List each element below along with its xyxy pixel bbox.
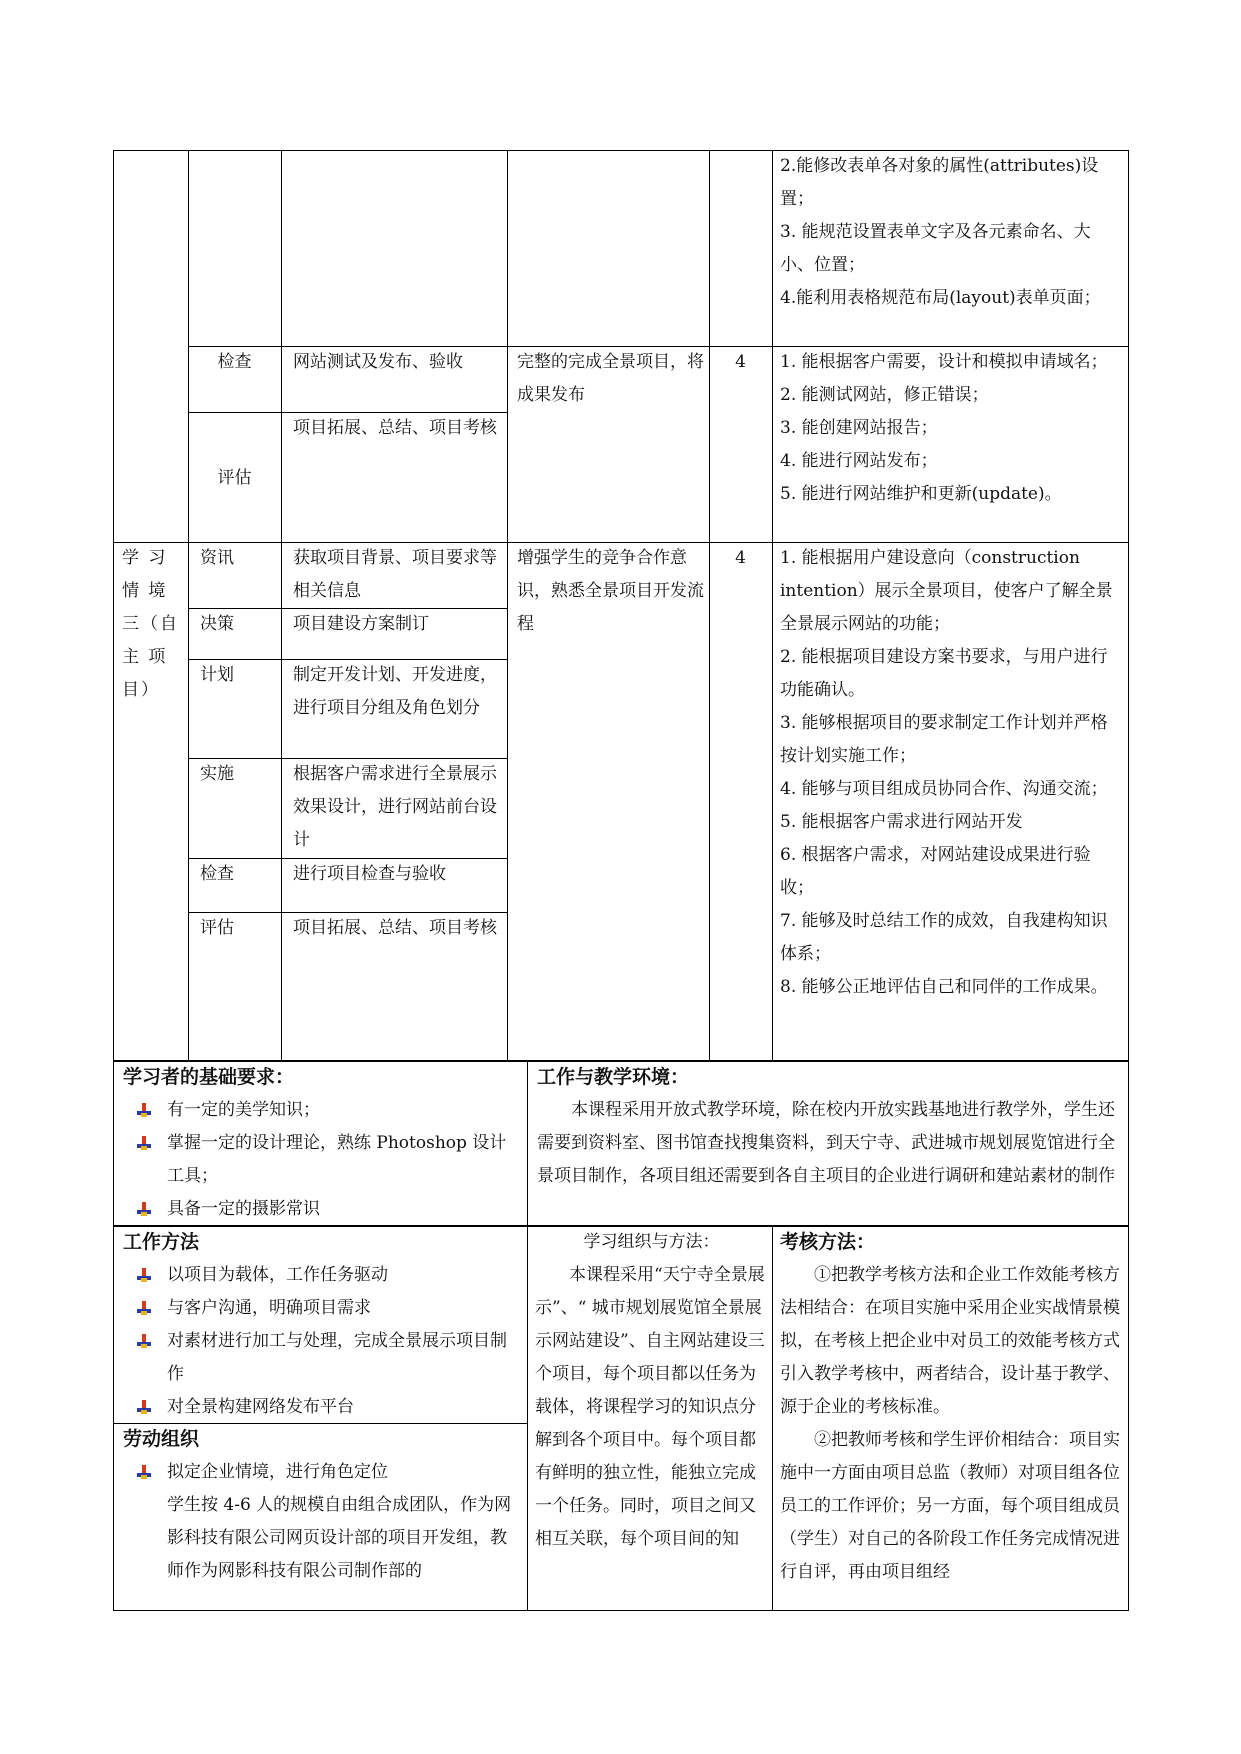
work-method-section (123, 1226, 523, 1424)
organization-text: 本课程采用“天宁寺全景展示”、“ 城市规划展览馆全景展示网站建设”、自主网站建设三个项目，每个项目都以任务为载体，将课程学习的知识点分解到各个项目中。每个项目都有鲜明的独立性，能独立完成一个任务。同时，项目之间又相互关联，每个项目间的知 (535, 1265, 765, 1549)
environment-section (537, 1061, 1125, 1193)
task-cell: 进行项目检查与验收 (293, 864, 446, 884)
col-line (188, 150, 189, 1061)
ability-item: 2.能修改表单各对象的属性(attributes)设置； (780, 156, 1099, 209)
phase-cell: 资讯 (200, 548, 234, 568)
organization-section (535, 1226, 768, 1556)
labor-section (123, 1423, 523, 1588)
work-method-item: 以项目为载体，工作任务驱动 (123, 1259, 523, 1292)
environment-heading: 工作与教学环境： (537, 1066, 690, 1088)
ability-item: 2. 能根据项目建设方案书要求，与用户进行功能确认。 (780, 647, 1108, 700)
bullet-icon (137, 1202, 151, 1216)
ability-item: 4. 能进行网站发布； (780, 451, 938, 471)
bullet-icon (137, 1136, 151, 1150)
ability-item: 6. 根据客户需求，对网站建设成果进行验收； (780, 845, 1091, 898)
task-eval: 项目拓展、总结、项目考核 (293, 418, 497, 438)
task-cell: 制定开发计划、开发进度，进行项目分组及角色划分 (293, 665, 497, 718)
assessment-p2: ②把教师考核和学生评价相结合：项目实施中一方面由项目总监（教师）对项目组各位员工的工作评价；另一方面，每个项目组成员（学生）对自己的各阶段工作任务完成情况进行自评，再由项目组经 (780, 1430, 1120, 1582)
bullet-icon (137, 1334, 151, 1348)
work-method-heading: 工作方法 (123, 1231, 200, 1253)
goal-situation3: 增强学生的竞争合作意识，熟悉全景项目开发流程 (517, 548, 704, 634)
phase-cell: 评估 (200, 918, 234, 938)
work-method-item: 与客户沟通，明确项目需求 (123, 1292, 523, 1325)
task-check: 网站测试及发布、验收 (293, 352, 463, 372)
col-line (772, 1226, 773, 1611)
ability-list-prev (780, 150, 1124, 315)
ability-item: 7. 能够及时总结工作的成效，自我建构知识体系； (780, 911, 1108, 964)
bullet-icon (137, 1301, 151, 1315)
bullet-icon (137, 1400, 151, 1414)
ability-list-check (780, 346, 1124, 511)
phase-cell: 决策 (200, 614, 234, 634)
col-line (281, 150, 282, 1061)
ability-item: 5. 能根据客户需求进行网站开发 (780, 812, 1023, 832)
labor-heading: 劳动组织 (123, 1428, 200, 1450)
bullet-icon (137, 1465, 151, 1479)
ability-list-situation3 (780, 542, 1124, 1004)
learner-item: 有一定的美学知识； (123, 1094, 523, 1127)
ability-item: 2. 能测试网站，修正错误； (780, 385, 989, 405)
bullet-icon (137, 1268, 151, 1282)
ability-item: 3. 能够根据项目的要求制定工作计划并严格按计划实施工作； (780, 713, 1108, 766)
phase-cell: 计划 (200, 665, 234, 685)
col-line (527, 1061, 528, 1226)
ability-item: 1. 能根据用户建设意向（construction intention）展示全景项目，使客户了解全景全景展示网站的功能； (780, 548, 1113, 634)
task-cell: 项目建设方案制订 (293, 614, 429, 634)
col-line (507, 150, 508, 1061)
phase-eval: 评估 (217, 468, 252, 488)
phase-cell: 检查 (200, 864, 234, 884)
phase-cell: 实施 (200, 764, 234, 784)
situation-label: 学 习 情 境 三（自 主 项 目） (122, 548, 179, 700)
task-cell: 项目拓展、总结、项目考核 (293, 918, 497, 938)
phase-check: 检查 (217, 352, 252, 372)
learner-item: 掌握一定的设计理论，熟练 Photoshop 设计工具； (123, 1127, 523, 1193)
work-method-item: 对素材进行加工与处理，完成全景展示项目制作 (123, 1325, 523, 1391)
ability-item: 4.能利用表格规范布局(layout)表单页面； (780, 288, 1101, 308)
goal-check: 完整的完成全景项目，将成果发布 (517, 352, 704, 405)
organization-heading: 学习组织与方法： (583, 1232, 720, 1252)
bullet-icon (137, 1103, 151, 1117)
ability-item: 1. 能根据客户需要，设计和模拟申请域名； (780, 352, 1108, 372)
col-line (527, 1226, 528, 1611)
assessment-heading: 考核方法： (780, 1231, 876, 1253)
ability-item: 3. 能规范设置表单文字及各元素命名、大小、位置； (780, 222, 1091, 275)
col-line (709, 150, 710, 1061)
task-cell: 根据客户需求进行全景展示效果设计，进行网站前台设计 (293, 764, 497, 850)
labor-text: 学生按 4-6 人的规模自由组合成团队，作为网影科技有限公司网页设计部的项目开发组，教师作为网影科技有限公司制作部的 (167, 1495, 512, 1581)
environment-text: 本课程采用开放式教学环境，除在校内开放实践基地进行教学外，学生还需要到资料室、图书馆查找搜集资料，到天宁寺、武进城市规划展览馆进行全景项目制作，各项目组还需要到各自主项目的企业进行调研和建站素材的制作 (537, 1100, 1115, 1186)
ability-item: 3. 能创建网站报告； (780, 418, 938, 438)
learner-item: 具备一定的摄影常识 (123, 1193, 523, 1226)
work-method-item: 对全景构建网络发布平台 (123, 1391, 523, 1424)
task-cell: 获取项目背景、项目要求等相关信息 (293, 548, 497, 601)
hours-check: 4 (735, 352, 746, 372)
learner-section (123, 1061, 523, 1226)
learner-heading: 学习者的基础要求： (123, 1066, 295, 1088)
ability-item: 4. 能够与项目组成员协同合作、沟通交流； (780, 779, 1108, 799)
ability-item: 5. 能进行网站维护和更新(update)。 (780, 484, 1062, 504)
ability-item: 8. 能够公正地评估自己和同伴的工作成果。 (780, 977, 1108, 997)
hours-situation3: 4 (735, 548, 746, 568)
assessment-p1: ①把教学考核方法和企业工作效能考核方法相结合：在项目实施中采用企业实战情景模拟，在考核上把企业中对员工的效能考核方式引入教学考核中，两者结合，设计基于教学、源于企业的考核标准。 (780, 1265, 1120, 1417)
labor-item: 拟定企业情境，进行角色定位 (123, 1456, 523, 1489)
assessment-section (780, 1226, 1124, 1589)
col-line (772, 150, 773, 1061)
